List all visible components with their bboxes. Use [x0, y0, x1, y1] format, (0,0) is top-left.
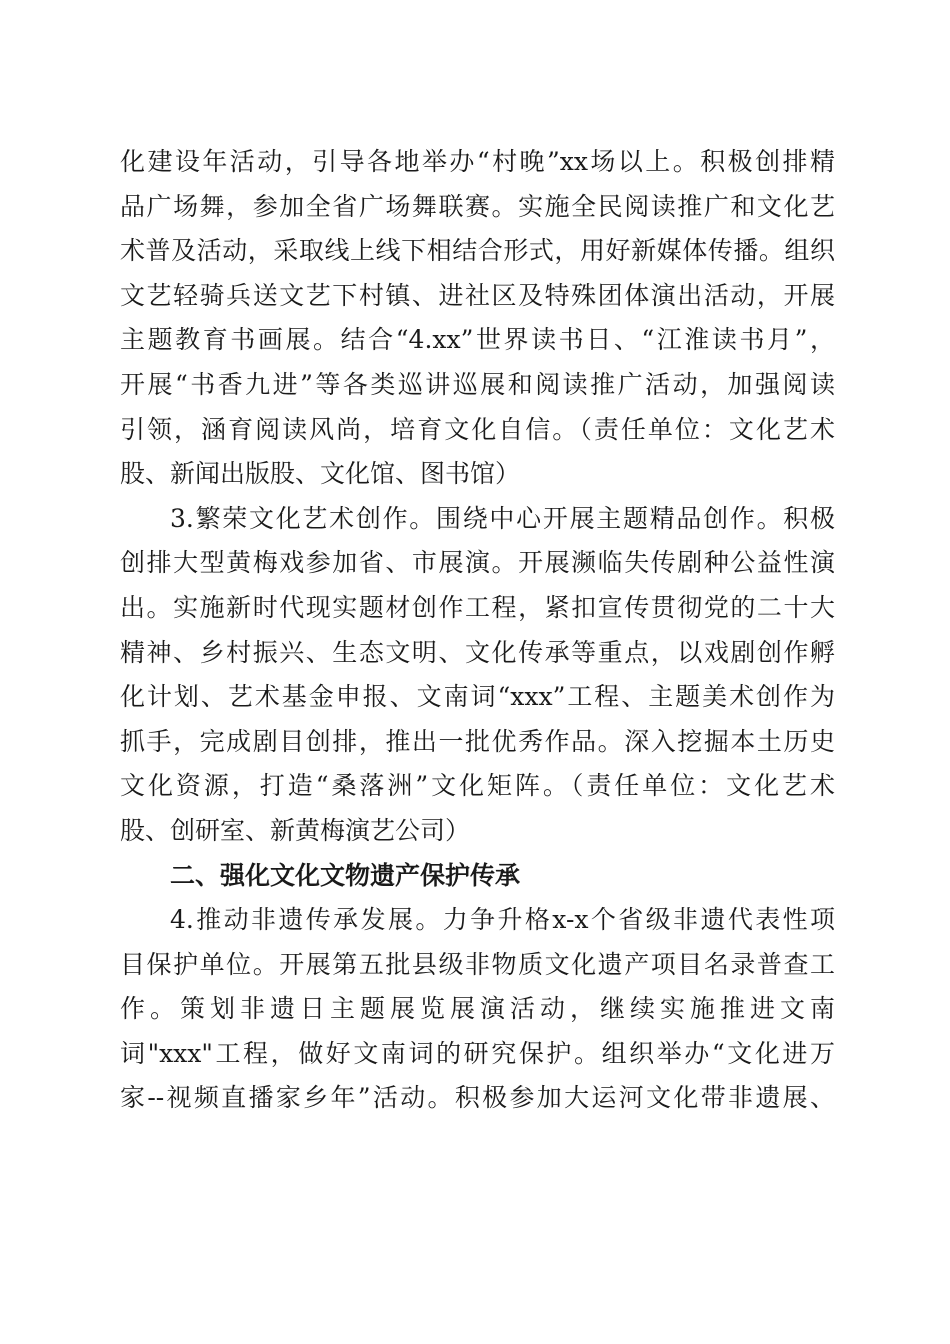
paragraph-line: 创排大型黄梅戏参加省、市展演。开展濒临失传剧种公益性演	[120, 548, 835, 578]
paragraph-line: 股、创研室、新黄梅演艺公司）	[120, 815, 471, 845]
document-body	[120, 140, 835, 1121]
paragraph-line: 化建设年活动，引导各地举办“村晚”xx场以上。积极创排精	[120, 147, 835, 176]
section-heading: 二、强化文化文物遗产保护传承	[170, 860, 521, 890]
paragraph-line: 引领，涵育阅读风尚，培育文化自信。（责任单位：文化艺术	[120, 414, 835, 444]
paragraph-line: 出。实施新时代现实题材创作工程，紧扣宣传贯彻党的二十大	[120, 592, 835, 622]
paragraph-line: 3.繁荣文化艺术创作。围绕中心开展主题精品创作。积极	[170, 503, 835, 533]
paragraph-line: 文艺轻骑兵送文艺下村镇、进社区及特殊团体演出活动，开展	[120, 280, 835, 310]
paragraph-line: 4.推动非遗传承发展。力争升格x-x个省级非遗代表性项	[170, 905, 835, 935]
paragraph-line: 化计划、艺术基金申报、文南词“xxx”工程、主题美术创作为	[120, 682, 835, 712]
paragraph-line: 文化资源，打造“桑落洲”文化矩阵。（责任单位：文化艺术	[120, 771, 835, 801]
paragraph-line: 开展“书香九进”等各类巡讲巡展和阅读推广活动，加强阅读	[120, 369, 835, 399]
paragraph-line: 术普及活动，采取线上线下相结合形式，用好新媒体传播。组织	[120, 236, 835, 266]
paragraph-line: 股、新闻出版股、文化馆、图书馆）	[120, 459, 521, 489]
paragraph-line: 作。策划非遗日主题展览展演活动，继续实施推进文南	[120, 994, 835, 1024]
paragraph-line: 抓手，完成剧目创排，推出一批优秀作品。深入挖掘本土历史	[120, 726, 835, 756]
paragraph-line: 家--视频直播家乡年”活动。积极参加大运河文化带非遗展、	[120, 1083, 835, 1113]
paragraph-line: 精神、乡村振兴、生态文明、文化传承等重点，以戏剧创作孵	[120, 637, 835, 667]
paragraph-line: 品广场舞，参加全省广场舞联赛。实施全民阅读推广和文化艺	[120, 191, 835, 221]
paragraph-line: 主题教育书画展。结合“4.xx”世界读书日、“江淮读书月”，	[120, 325, 835, 355]
paragraph-line: 目保护单位。开展第五批县级非物质文化遗产项目名录普查工	[120, 949, 835, 979]
paragraph-line: 词"xxx"工程，做好文南词的研究保护。组织举办“文化进万	[120, 1038, 835, 1068]
